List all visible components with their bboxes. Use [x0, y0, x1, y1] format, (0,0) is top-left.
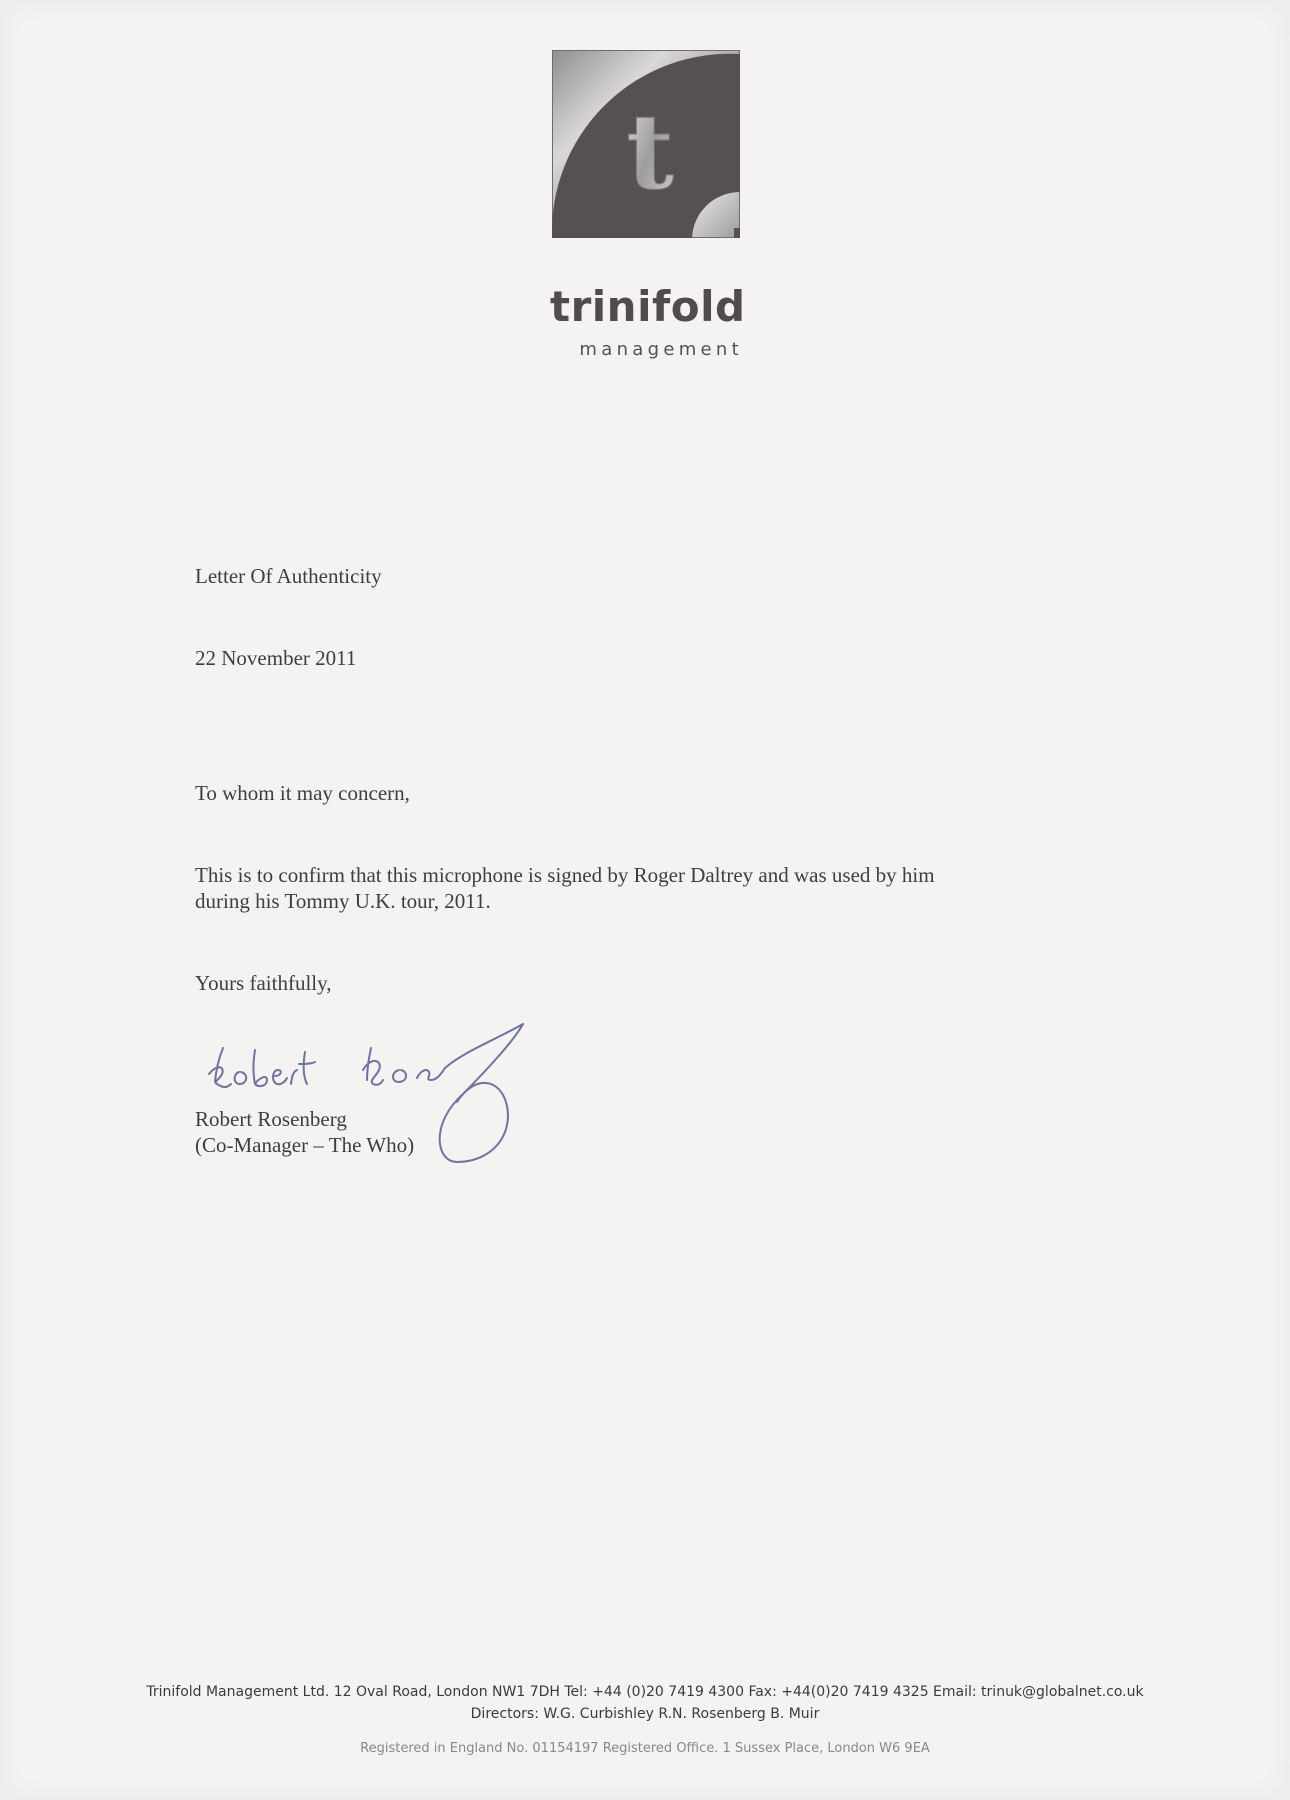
company-tagline: management	[579, 339, 743, 360]
logo-letter: t	[625, 90, 675, 213]
letter-date: 22 November 2011	[195, 646, 357, 670]
closing: Yours faithfully,	[195, 971, 332, 995]
trinifold-t-logo-icon	[552, 50, 740, 238]
signer-name: Robert Rosenberg	[195, 1107, 347, 1131]
footer-directors-line: Directors: W.G. Curbishley R.N. Rosenberg B. Muir	[470, 1706, 820, 1722]
body-line: during his Tommy U.K. tour, 2011.	[195, 889, 491, 913]
salutation: To whom it may concern,	[195, 781, 410, 805]
body-line: This is to confirm that this microphone is signed by Roger Daltrey and was used by him	[195, 863, 935, 887]
letter-title: Letter Of Authenticity	[195, 564, 382, 588]
company-name: trinifold	[550, 282, 746, 331]
footer-registered-line: Registered in England No. 01154197 Registered Office. 1 Sussex Place, London W6 9EA	[360, 1741, 930, 1756]
footer-contact-line: Trinifold Management Ltd. 12 Oval Road, London NW1 7DH Tel: +44 (0)20 7419 4300 Fax: +44(0)20 7419 4325 Email: trinuk@globalnet.co.uk	[146, 1684, 1144, 1700]
signer-title: (Co-Manager – The Who)	[195, 1133, 415, 1157]
